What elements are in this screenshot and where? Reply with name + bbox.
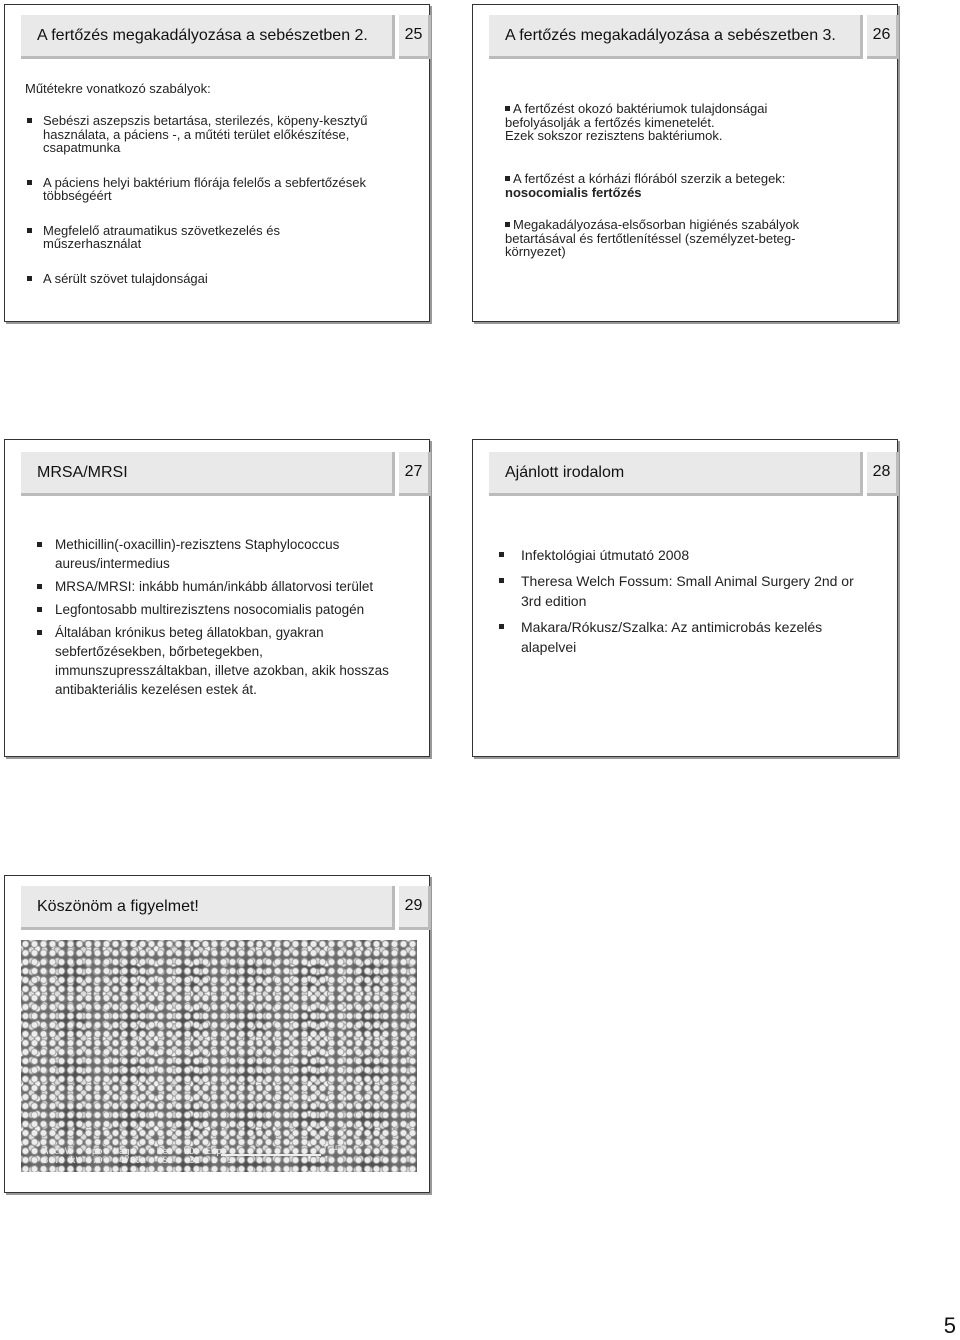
slide-29 [4, 875, 430, 1193]
bullet-list [27, 114, 423, 285]
slide-number: 29 [399, 886, 431, 930]
slide-title-bar [489, 452, 863, 496]
scale-label: 5 µm [321, 1143, 343, 1153]
slide-title: A fertőzés megakadályozása a sebészetben 3. [505, 27, 836, 44]
list-item: Theresa Welch Fossum: Small Animal Surgery 2nd or 3rd edition [499, 571, 879, 612]
list-item: Methicillin(-oxacillin)-rezisztens Staphylococcus aureus/intermedius [37, 535, 417, 573]
list-item: Legfontosabb multirezisztens nosocomialis patogén [37, 600, 417, 619]
list-item: A fertőzést a kórházi flórából szerzik a betegek: nosocomialis fertőzés [505, 171, 786, 200]
list-item: MRSA/MRSI: inkább humán/inkább állatorvosi terület [37, 577, 417, 596]
scale-bar [221, 1154, 321, 1156]
slide-28 [472, 439, 898, 757]
slide-26 [472, 4, 898, 322]
slide-intro: Műtétekre vonatkozó szabályok: [25, 81, 211, 96]
slide-title-bar [489, 15, 863, 59]
bullet-marker [505, 176, 510, 181]
slide-title-bar [21, 886, 395, 930]
page-number: 5 [943, 1313, 956, 1338]
list-item: Megfelelő atraumatikus szövetkezelés és műszerhasználat [27, 224, 423, 251]
list-item: A páciens helyi baktérium flórája felelős a sebfertőzések többségéért [27, 176, 423, 203]
bullet-marker [505, 222, 510, 227]
slide-27 [4, 439, 430, 757]
slide-number: 26 [867, 15, 899, 59]
micrograph-info: Acc.V Spot Magn Det WD Exp 30.0 kV 6.0 4780x SE 32 1 3 [43, 1147, 233, 1166]
bullet-marker [505, 106, 510, 111]
slide-number: 25 [399, 15, 431, 59]
list-item: Általában krónikus beteg állatokban, gyakran sebfertőzésekben, bőrbetegekben, immunszupresszáltakban, illetve azokban, akik hosszas antibakteriális kezelésen estek át. [37, 623, 417, 699]
slide-title-bar [21, 452, 395, 496]
list-item: Infektológiai útmutató 2008 [499, 545, 879, 566]
slide-title: A fertőzés megakadályozása a sebészetben 2. [37, 27, 368, 44]
slide-title: Köszönöm a figyelmet! [37, 898, 199, 915]
slide-title: MRSA/MRSI [37, 464, 128, 481]
bullet-list [37, 535, 417, 699]
slide-title-bar [21, 15, 395, 59]
list-item: A fertőzést okozó baktériumok tulajdonságai befolyásolják a fertőzés kimenetelét. Ezek sokszor rezisztens baktériumok. [505, 101, 768, 143]
sem-micrograph-image [21, 940, 417, 1172]
list-item: Makara/Rókusz/Szalka: Az antimicrobás kezelés alapelvei [499, 617, 879, 658]
slide-25 [4, 4, 430, 322]
slide-title: Ajánlott irodalom [505, 464, 625, 481]
slide-number: 27 [399, 452, 431, 496]
reference-list [499, 545, 879, 658]
list-item: A sérült szövet tulajdonságai [27, 272, 423, 286]
list-item: Sebészi aszepszis betartása, sterilezés, köpeny-kesztyű használata, a páciens -, a műtéti terület előkészítése, csapatmunka [27, 114, 423, 155]
slide-number: 28 [867, 452, 899, 496]
list-item: Megakadályozása-elsősorban higiénés szabályok betartásával és fertőtlenítéssel (személyzet-beteg- környezet) [505, 217, 800, 259]
emphasis: nosocomialis fertőzés [505, 184, 642, 200]
